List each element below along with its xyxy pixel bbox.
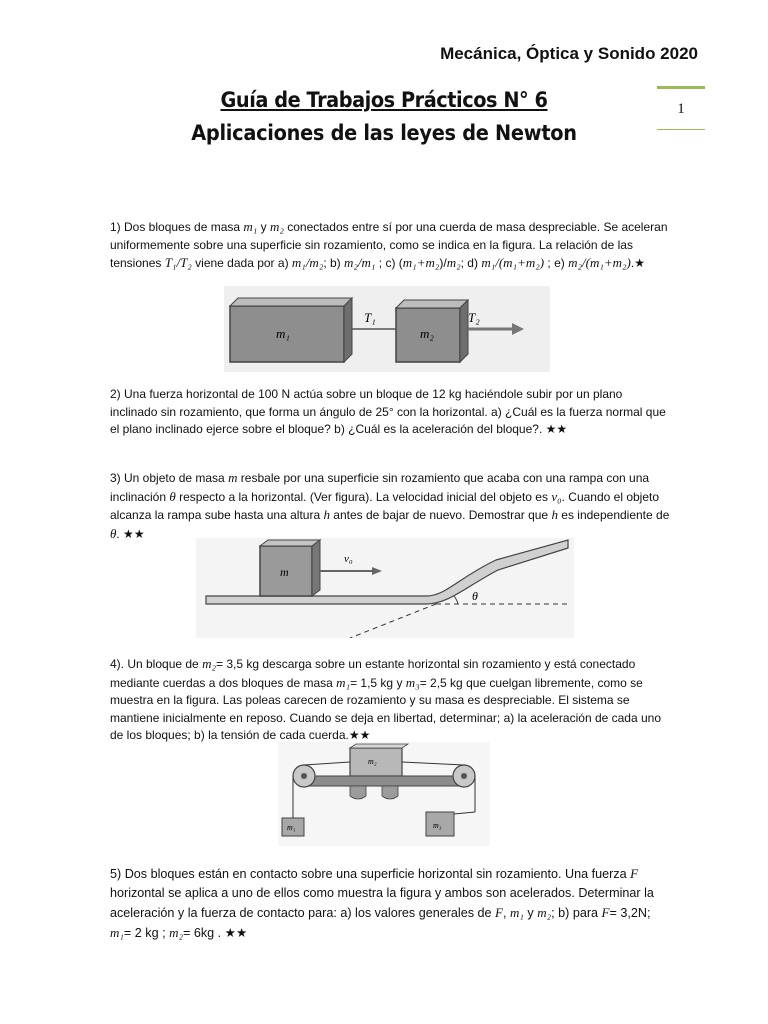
problem-5-text: 5) Dos bloques están en contacto sobre una superficie horizontal sin rozamiento. Una fuerza F horizontal se aplica a uno de ellos como muestra la figura y ambos son acelerados. Determinar la aceleración y la fuerza de contacto para: a) los valores generales de F, m₁ y m₂; b) para F= 3,2N; m₁= 2 kg ; m₂= 6kg . ★★ xyxy=(110,866,654,940)
label-m3: m₃ xyxy=(433,821,442,830)
label-m2: m₂ xyxy=(368,757,377,766)
label-m: m xyxy=(280,565,289,579)
problem-4-text: 4). Un bloque de m₂= 3,5 kg descarga sobre un estante horizontal sin rozamiento y está conectado mediante cuerdas a dos bloques de masa m₁= 1,5 kg y m₃= 2,5 kg que cuelgan libremente, como se muestra en la figura. Las poleas carecen de rozamiento y su masa es despreciable. El sistema se mantiene inicialmente en reposo. Cuando se deja en libertad, determinar; a) la aceleración de cada uno de los bloques; b) la tensión de cada cuerda.★★ xyxy=(110,656,662,743)
figure-pulleys xyxy=(278,742,490,846)
problem-2-text: 2) Una fuerza horizontal de 100 N actúa sobre un bloque de 12 kg haciéndole subir por un plano inclinado sin rozamiento, que forma un ángulo de 25° con la horizontal. a) ¿Cuál es la fuerza normal que el plano inclinado ejerce sobre el bloque? b) ¿Cuál es la aceleración del bloque?. ★★ xyxy=(110,387,666,437)
label-t1: T₁ xyxy=(364,310,376,325)
label-m1: m₁ xyxy=(276,326,290,341)
label-v0: v₀ xyxy=(344,553,353,565)
label-theta: θ xyxy=(472,589,478,603)
label-m1: m₁ xyxy=(287,823,296,832)
shelf xyxy=(300,776,468,786)
figure-ramp xyxy=(196,538,574,638)
course-header: Mecánica, Óptica y Sonido 2020 xyxy=(440,44,698,63)
label-t2: T₂ xyxy=(468,310,480,325)
document-subtitle: Aplicaciones de las leyes de Newton xyxy=(191,121,577,145)
problem-3-text: 3) Un objeto de masa m resbale por una superficie sin rozamiento que acaba con una rampa con una inclinación θ respecto a la horizontal. (Ver figura). La velocidad inicial del objeto es v₀. Cuando el objeto alcanza la rampa sube hasta una altura h antes de bajar de nuevo. Demostrar que h es independiente de θ. ★★ xyxy=(110,470,670,541)
page-number: 1 xyxy=(677,101,685,117)
figure-two-blocks xyxy=(224,286,550,372)
label-m2: m₂ xyxy=(420,326,434,341)
document-title: Guía de Trabajos Prácticos N° 6 xyxy=(220,88,548,112)
problem-1-text: 1) Dos bloques de masa m₁ y m₂ conectados entre sí por una cuerda de masa despreciable. Se aceleran uniformemente sobre una superficie sin rozamiento, como se indica en la figura. La relación de las tensiones T₁/T₂ viene dada por a) m₁/m₂; b) m₂/m₁ ; c) (m₁+m₂)/m₂; d) m₁/(m₁+m₂) ; e) m₂/(m₁+m₂).★ xyxy=(110,219,668,271)
